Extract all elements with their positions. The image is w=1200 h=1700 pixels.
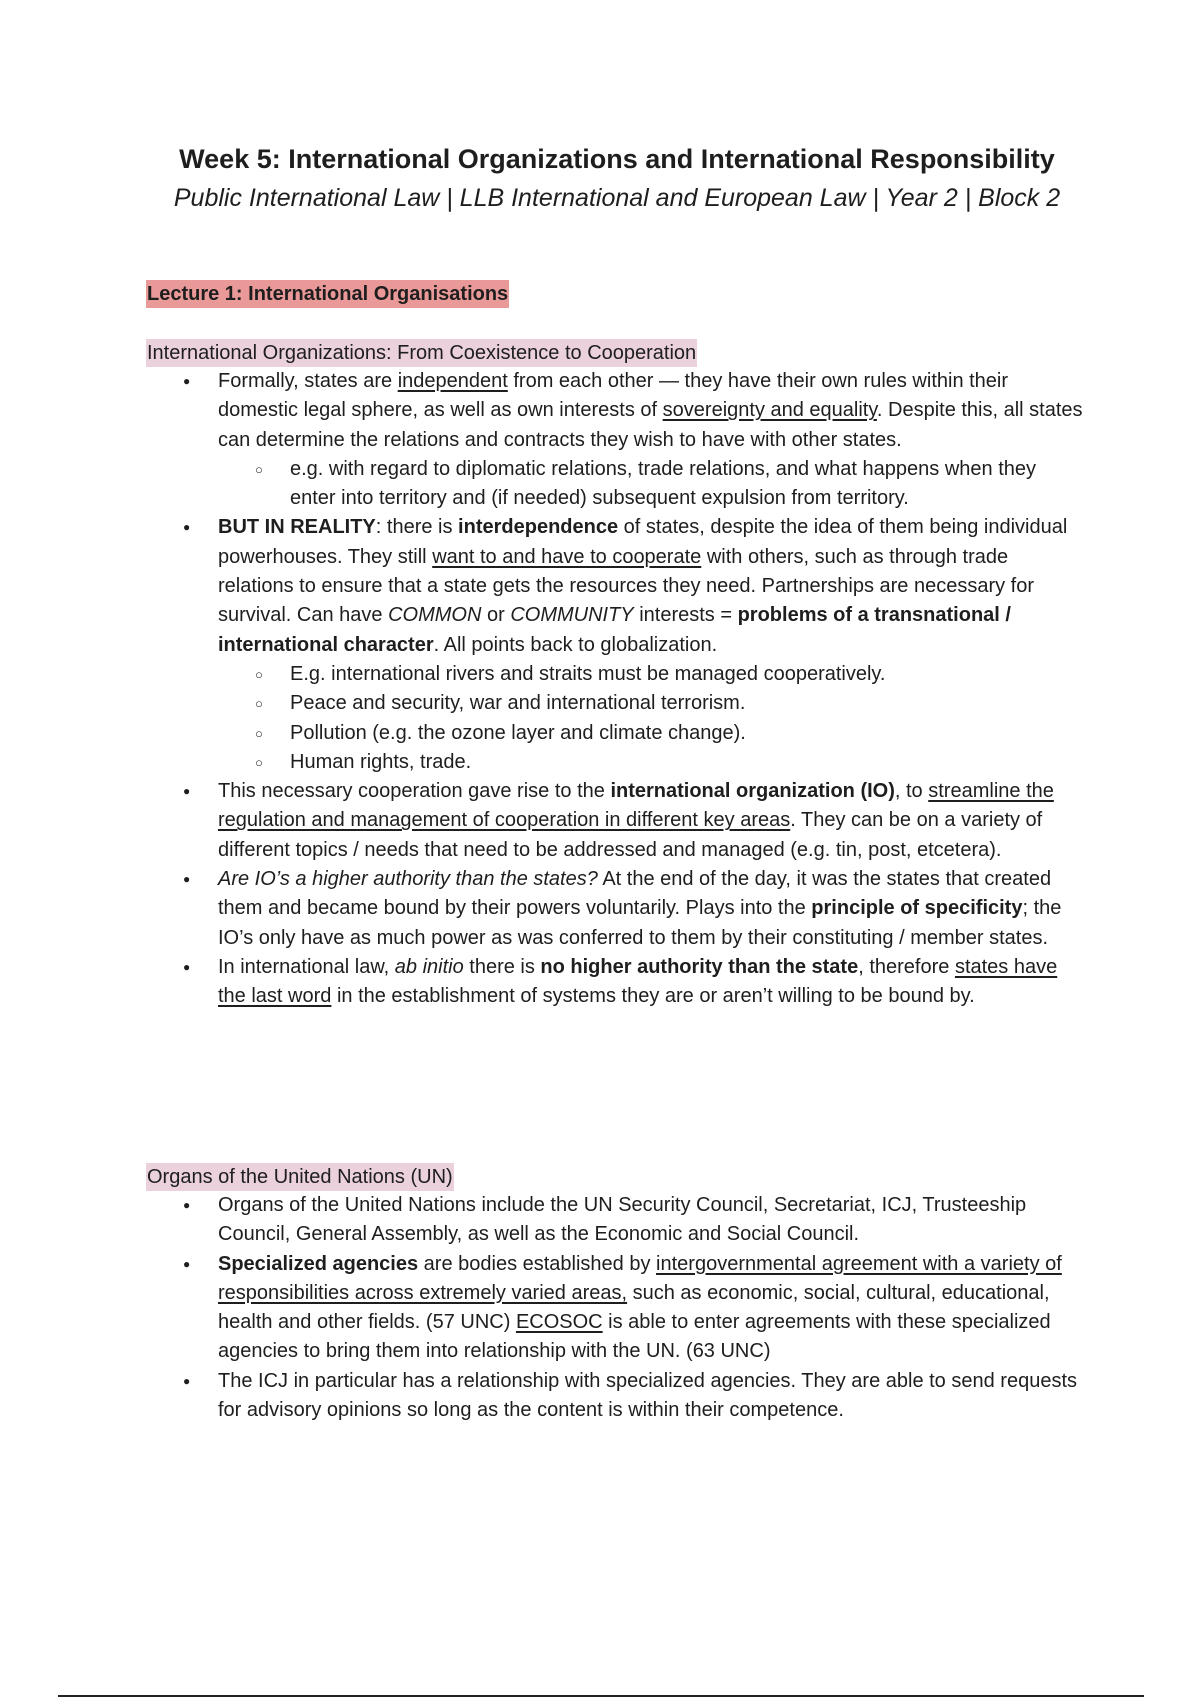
lecture-heading: Lecture 1: International Organisations: [146, 280, 509, 308]
section-io-cooperation: [146, 339, 1086, 1012]
section-heading: International Organizations: From Coexistence to Cooperation: [146, 339, 697, 367]
section-un-organs: [146, 1163, 1086, 1425]
footer-divider: [58, 1695, 1144, 1697]
sub-list-item: ○ e.g. with regard to diplomatic relations, trade relations, and what happens when they enter into territory and (if needed) subsequent expulsion from territory.: [218, 455, 1086, 514]
page-subtitle: Public International Law | LLB International and European Law | Year 2 | Block 2: [173, 184, 1061, 212]
sub-list-item: ○ Pollution (e.g. the ozone layer and climate change).: [218, 719, 1086, 748]
list-item: ● Specialized agencies are bodies established by intergovernmental agreement with a variety of responsibilities across extremely varied areas, such as economic, social, cultural, educational, health and other fields. (57 UNC) ECOSOC is able to enter agreements with these specialized agencies to bring them into relationship with the UN. (63 UNC): [146, 1250, 1086, 1367]
sub-list-item: ○ Peace and security, war and international terrorism.: [218, 689, 1086, 718]
sub-list-item: ○ Human rights, trade.: [218, 748, 1086, 777]
sub-list: [218, 455, 1086, 514]
list-item: ● In international law, ab initio there is no higher authority than the state, therefore states have the last word in the establishment of systems they are or aren’t willing to be bound by.: [146, 953, 1086, 1012]
sub-list: [218, 660, 1086, 777]
list-item: ● BUT IN REALITY: there is interdependence of states, despite the idea of them being individual powerhouses. They still want to and have to cooperate with others, such as through trade relations to ensure that a state gets the resources they need. Partnerships are necessary for survival. Can have COMMON or COMMUNITY interests = problems of a transnational / international character. All points back to globalization. ○ E.g. international rivers and straits must be managed cooperatively. ○ Peace and security, war and international terrorism. ○ Pollution (e.g. the ozone layer and climate change). ○ Human rights, trade.: [146, 513, 1086, 777]
list-item: ● Are IO’s a higher authority than the states? At the end of the day, it was the states that created them and became bound by their powers voluntarily. Plays into the principle of specificity; the IO’s only have as much power as was conferred to them by their constituting / member states.: [146, 865, 1086, 953]
sub-list-item: ○ E.g. international rivers and straits must be managed cooperatively.: [218, 660, 1086, 689]
list-item: ● The ICJ in particular has a relationship with specialized agencies. They are able to send requests for advisory opinions so long as the content is within their competence.: [146, 1367, 1086, 1426]
section-heading: Organs of the United Nations (UN): [146, 1163, 454, 1191]
page-title: Week 5: International Organizations and International Responsibility: [179, 144, 1055, 174]
list-item: ● Formally, states are independent from each other — they have their own rules within their domestic legal sphere, as well as own interests of sovereignty and equality. Despite this, all states can determine the relations and contracts they wish to have with other states. ○ e.g. with regard to diplomatic relations, trade relations, and what happens when they enter into territory and (if needed) subsequent expulsion from territory.: [146, 367, 1086, 513]
list-item: ● Organs of the United Nations include the UN Security Council, Secretariat, ICJ, Trusteeship Council, General Assembly, as well as the Economic and Social Council.: [146, 1191, 1086, 1250]
bullet-list: [146, 1191, 1086, 1425]
list-item: ● This necessary cooperation gave rise to the international organization (IO), to streamline the regulation and management of cooperation in different key areas. They can be on a variety of different topics / needs that need to be addressed and managed (e.g. tin, post, etcetera).: [146, 777, 1086, 865]
bullet-list: [146, 367, 1086, 1012]
